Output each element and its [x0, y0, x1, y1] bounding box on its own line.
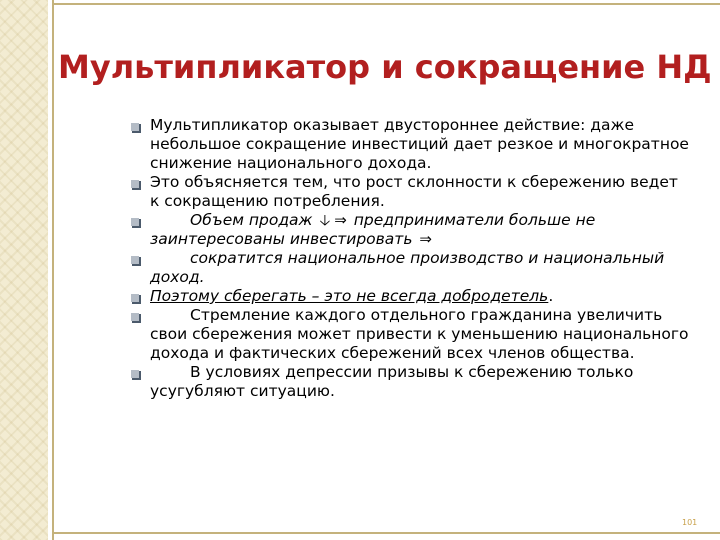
- frame-line-top: [52, 3, 720, 5]
- bullet-text-suffix: .: [548, 287, 554, 305]
- square-bullet-icon: [130, 255, 139, 264]
- bullet-item: [130, 211, 690, 249]
- page-number: 101: [682, 518, 698, 527]
- bullet-item: [130, 173, 690, 211]
- bullet-text: Объем продаж: [190, 211, 313, 229]
- square-bullet-icon: [130, 122, 139, 131]
- implies-arrow-icon: ⇒: [334, 211, 347, 229]
- bullet-item: [130, 249, 690, 287]
- square-bullet-icon: [130, 179, 139, 188]
- frame-line-bottom: [52, 532, 720, 534]
- bullet-text: предприниматели больше не заинтересованы инвестировать: [150, 211, 596, 248]
- slide-title: Мультипликатор и сокращение НД: [58, 48, 712, 86]
- bullet-text: Мультипликатор оказывает двустороннее действие: даже небольшое сокращение инвестиций дает резкое и многократное снижение национального дохода.: [150, 116, 689, 172]
- square-bullet-icon: [130, 312, 139, 321]
- bullet-list: [130, 116, 690, 401]
- bullet-item: [130, 363, 690, 401]
- decorative-side-band: [0, 0, 48, 540]
- square-bullet-icon: [130, 369, 139, 378]
- bullet-item: [130, 116, 690, 173]
- bullet-text: Это объясняется тем, что рост склонности к сбережению ведет к сокращению потребления.: [150, 173, 678, 210]
- bullet-text: В условиях депрессии призывы к сбережению только усугубляют ситуацию.: [150, 363, 634, 400]
- bullet-text: Поэтому сберегать – это не всегда добродетель: [150, 287, 549, 305]
- square-bullet-icon: [130, 293, 139, 302]
- bullet-text: сократится национальное производство и национальный доход.: [150, 249, 665, 286]
- bullet-item: [130, 306, 690, 363]
- down-arrow-icon: 🡣: [319, 211, 331, 229]
- bullet-item: [130, 287, 690, 306]
- bullet-text: Стремление каждого отдельного гражданина увеличить свои сбережения может привести к уменьшению национального дохода и фактических сбережений всех членов общества.: [150, 306, 689, 362]
- implies-arrow-icon: ⇒: [419, 230, 432, 248]
- square-bullet-icon: [130, 217, 139, 226]
- frame-line-left: [52, 0, 54, 540]
